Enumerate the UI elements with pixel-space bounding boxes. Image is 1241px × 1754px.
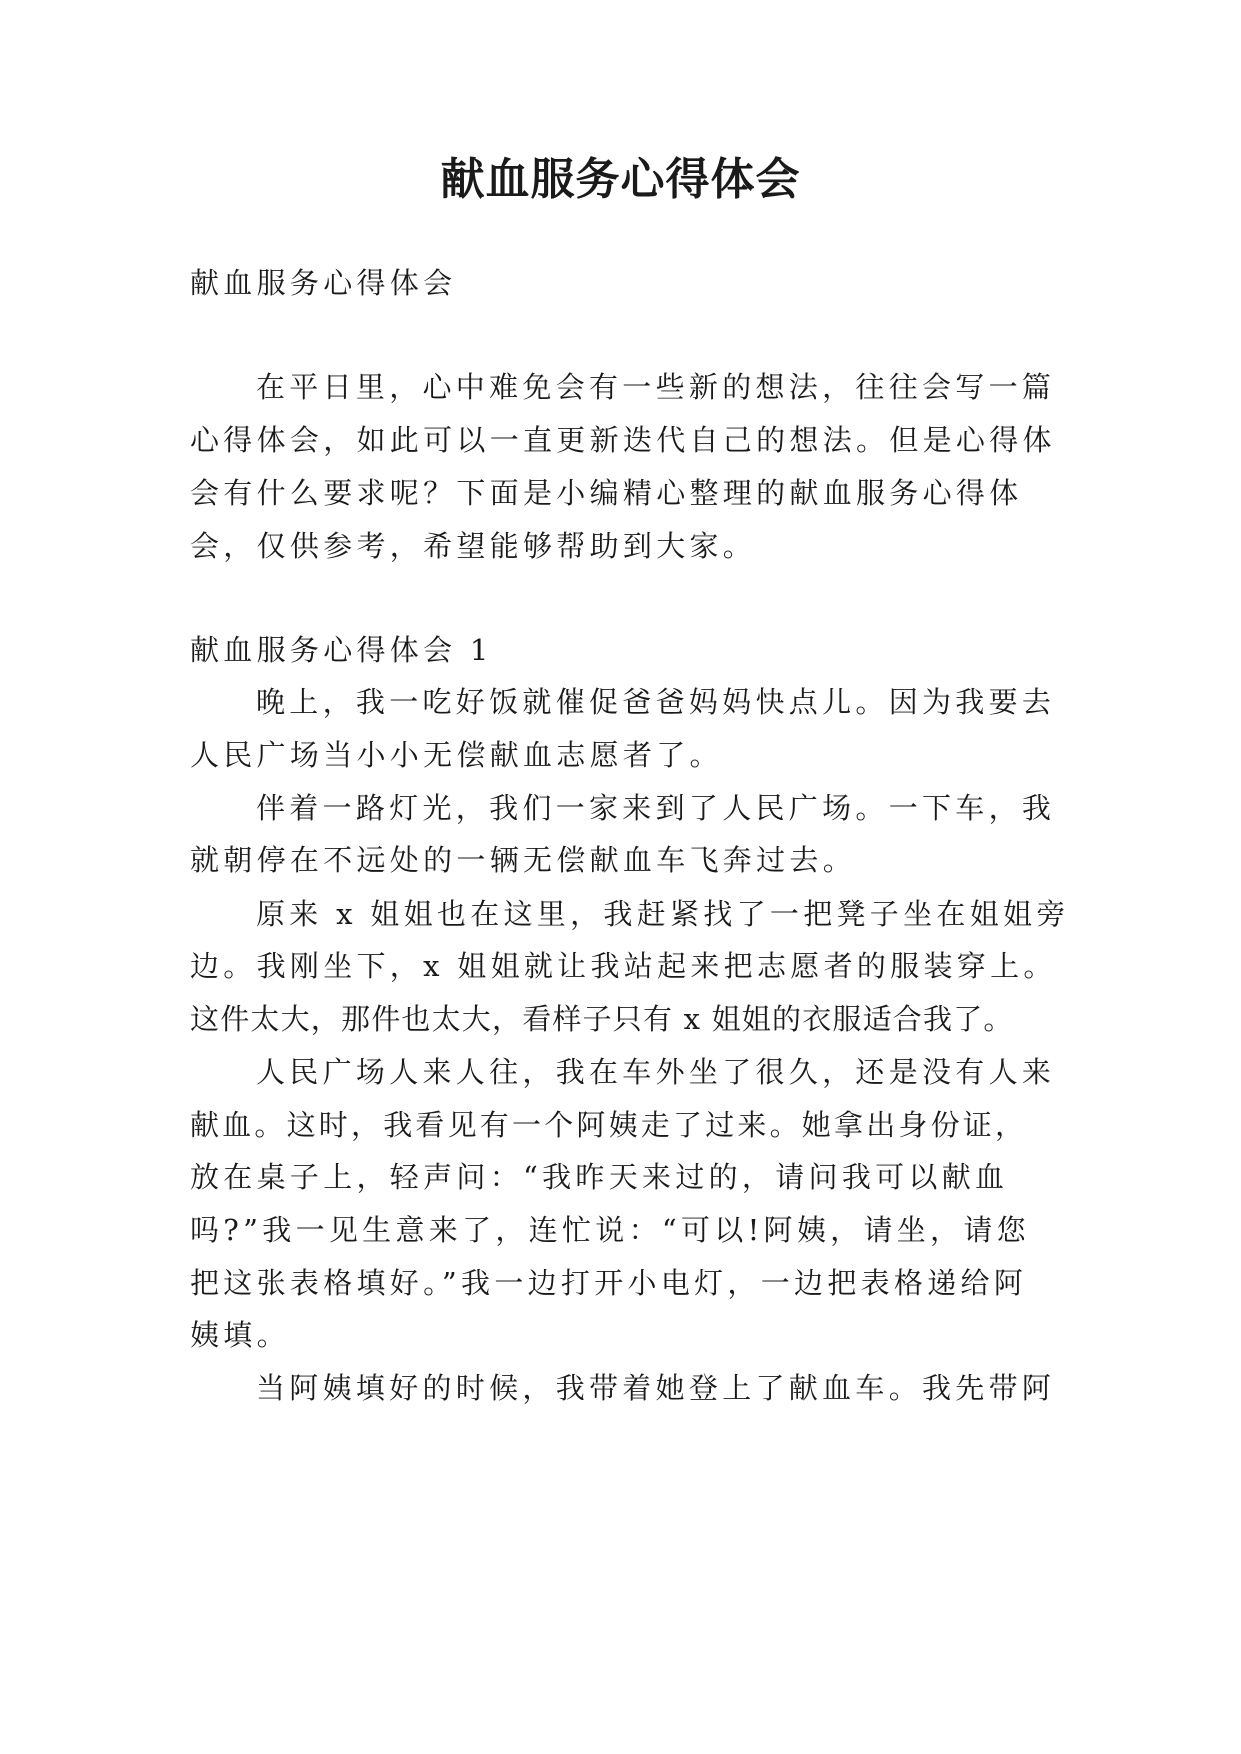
body-line-14: 当阿姨填好的时候，我带着她登上了献血车。我先带阿 bbox=[256, 1371, 1056, 1405]
body-line-7: 这件太大，那件也太大，看样子只有 x 姐姐的衣服适合我了。 bbox=[190, 1002, 1014, 1036]
section-heading: 献血服务心得体会 1 bbox=[190, 633, 493, 667]
body-line-2: 人民广场当小小无偿献血志愿者了。 bbox=[190, 738, 723, 772]
intro-line-2: 心得体会，如此可以一直更新迭代自己的想法。但是心得体 bbox=[190, 423, 1056, 457]
document-subtitle: 献血服务心得体会 bbox=[190, 266, 457, 300]
body-line-3: 伴着一路灯光，我们一家来到了人民广场。一下车，我 bbox=[256, 791, 1056, 825]
body-line-1: 晚上，我一吃好饭就催促爸爸妈妈快点儿。因为我要去 bbox=[256, 685, 1056, 719]
body-line-5: 原来 x 姐姐也在这里，我赶紧找了一把凳子坐在姐姐旁 bbox=[256, 897, 1070, 931]
intro-line-3: 会有什么要求呢？下面是小编精心整理的献血服务心得体 bbox=[190, 476, 1023, 510]
body-line-8: 人民广场人来人往，我在车外坐了很久，还是没有人来 bbox=[256, 1055, 1056, 1089]
body-line-10: 放在桌子上，轻声问：“我昨天来过的，请问我可以献血 bbox=[190, 1160, 1009, 1194]
body-line-6: 边。我刚坐下，x 姐姐就让我站起来把志愿者的服装穿上。 bbox=[190, 949, 1057, 983]
intro-line-4: 会，仅供参考，希望能够帮助到大家。 bbox=[190, 529, 757, 563]
intro-line-1: 在平日里，心中难免会有一些新的想法，往往会写一篇 bbox=[256, 370, 1056, 404]
body-line-13: 姨填。 bbox=[190, 1318, 290, 1352]
document-title: 献血服务心得体会 bbox=[440, 154, 801, 205]
body-line-4: 就朝停在不远处的一辆无偿献血车飞奔过去。 bbox=[190, 843, 857, 877]
body-line-12: 把这张表格填好。”我一边打开小电灯，一边把表格递给阿 bbox=[190, 1266, 1028, 1300]
body-line-11: 吗?”我一见生意来了，连忙说：“可以!阿姨，请坐，请您 bbox=[190, 1213, 1030, 1247]
body-line-9: 献血。这时，我看见有一个阿姨走了过来。她拿出身份证， bbox=[190, 1108, 1028, 1142]
